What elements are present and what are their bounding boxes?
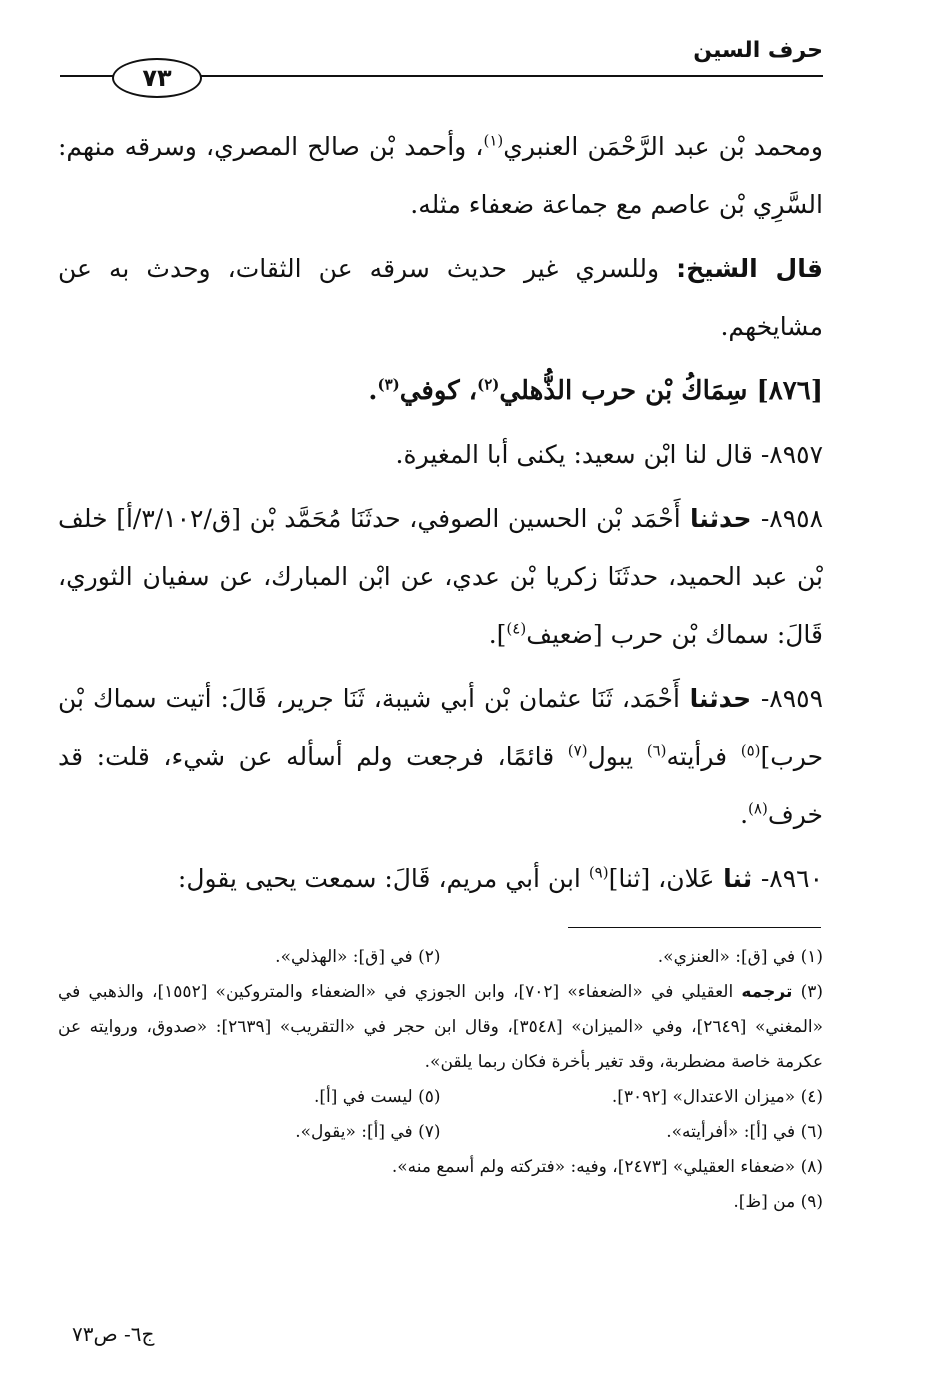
text: ابن أبي مريم، قَالَ: سمعت يحيى يقول:: [177, 864, 589, 893]
hadith-8960: [58, 850, 823, 908]
hadith-number: ٨٩٥٨-: [760, 504, 823, 533]
hadith-8957: ٨٩٥٧- قال لنا ابْن سعيد: يكنى أبا المغيرة.: [395, 440, 823, 469]
text: أَحْمَد بْن الحسين الصوفي، حدثَنَا مُحَمَّد بْن [ق/٣/١٠٢/أ] خلف بْن عبد الحميد، حدثَنَا زكريا بْن عدي، عن ابْن المبارك، عن سفيان الثوري، قَالَ: سماك بْن حرب [ضعيف: [58, 504, 823, 649]
footnote-row: [58, 940, 823, 975]
footnote-7: (٧) في [أ]: «يقول».: [295, 1122, 441, 1142]
text: ترجمه: [741, 982, 793, 1002]
footnote-ref: (٤): [506, 619, 527, 638]
footnote-ref: (٧): [567, 741, 588, 760]
footnote-2: (٢) في [ق]: «الهذلي».: [275, 947, 441, 967]
chapter-title: حرف السين: [693, 38, 823, 63]
paragraph-2: [58, 240, 823, 356]
hadith-8959: [58, 670, 823, 844]
page-reference: ج٦- ص٧٣: [72, 1322, 155, 1346]
text: عَلان، [ثنا]: [608, 864, 715, 893]
text: وللسري غير حديث سرقه عن الثقات، وحدث به عن مشايخهم.: [58, 254, 823, 341]
footnote-ref: (١): [483, 131, 504, 150]
footnote-9: (٩) من [ظ].: [733, 1192, 823, 1212]
paragraph-1: [58, 118, 823, 234]
footnote-8: (٨) «ضعفاء العقيلي» [٢٤٧٣]، وفيه: «فتركته ولم أسمع منه».: [391, 1157, 823, 1177]
footnote-ref: (٩): [588, 863, 609, 882]
text: فرأيته: [666, 742, 741, 771]
footnote-6: (٦) في [أ]: «أفرأيته».: [666, 1122, 823, 1142]
hadith-8958: [58, 490, 823, 664]
footnote-ref: (٦): [646, 741, 667, 760]
footnote-4: (٤) «ميزان الاعتدال» [٣٠٩٢].: [611, 1087, 823, 1107]
entry-heading: [58, 362, 823, 420]
hadith-number: ٨٩٦٠-: [760, 864, 823, 893]
footnote-1: (١) في [ق]: «العنزي».: [657, 947, 823, 967]
text: (٣): [792, 982, 823, 1002]
page-number: ٧٣: [112, 58, 202, 98]
footnote-row: [58, 1115, 823, 1150]
text: يبول: [587, 742, 647, 771]
text: ، كوفي: [399, 376, 478, 406]
footnote-ref: (٥): [740, 741, 761, 760]
footnote-ref: (٢): [477, 375, 500, 394]
text: ].: [488, 620, 507, 649]
footnote-row: [58, 1080, 823, 1115]
text: ومحمد بْن عبد الرَّحْمَن العنبري: [503, 132, 823, 161]
hadith-number: ٨٩٥٩-: [760, 684, 823, 713]
page-header: [0, 0, 933, 110]
text: العقيلي في «الضعفاء» [٧٠٢]، وابن الجوزي في «الضعفاء والمتروكين» [١٥٥٢]، والذهبي في «المغني» [٢٦٤٩]، وفي «الميزان» [٣٥٤٨]، وقال ابن حجر في «التقريب» [٢٦٣٩]: «صدوق، وروايته عن عكرمة خاصة مضطربة، وقد تغير بأخرة فكان ربما يلقن».: [58, 982, 823, 1072]
entry-title: [٨٧٦] سِمَاكُ بْن حرب الذُّهلي: [499, 376, 823, 406]
text: .: [368, 376, 378, 406]
footnote-ref: (٨): [748, 799, 768, 818]
footnote-5: (٥) ليست في [أ].: [314, 1087, 441, 1107]
text: قائمًا، فرجعت ولم أسأله عن شيء، قلت: قد خرف: [58, 742, 823, 829]
narration-lead: حدثنا: [680, 504, 761, 533]
text: ، وأحمد بْن صالح المصري، وسرقه منهم: السَّرِي بْن عاصم مع جماعة ضعفاء مثله.: [58, 132, 823, 219]
main-text: [58, 118, 823, 914]
text: أَحْمَد، ثَنَا عثمان بْن أبي شيبة، ثَنَا جرير، قَالَ: أتيت سماك بْن حرب]: [58, 684, 824, 771]
narration-lead: ثنا: [714, 864, 761, 893]
sheikh-label: قال الشيخ:: [676, 254, 823, 283]
footnote-3: [58, 975, 823, 1080]
text: .: [740, 800, 749, 829]
footnote-rule: [568, 927, 821, 928]
footnotes: [58, 940, 823, 1220]
footnote-ref: (٣): [377, 375, 400, 394]
narration-lead: حدثنا: [679, 684, 761, 713]
